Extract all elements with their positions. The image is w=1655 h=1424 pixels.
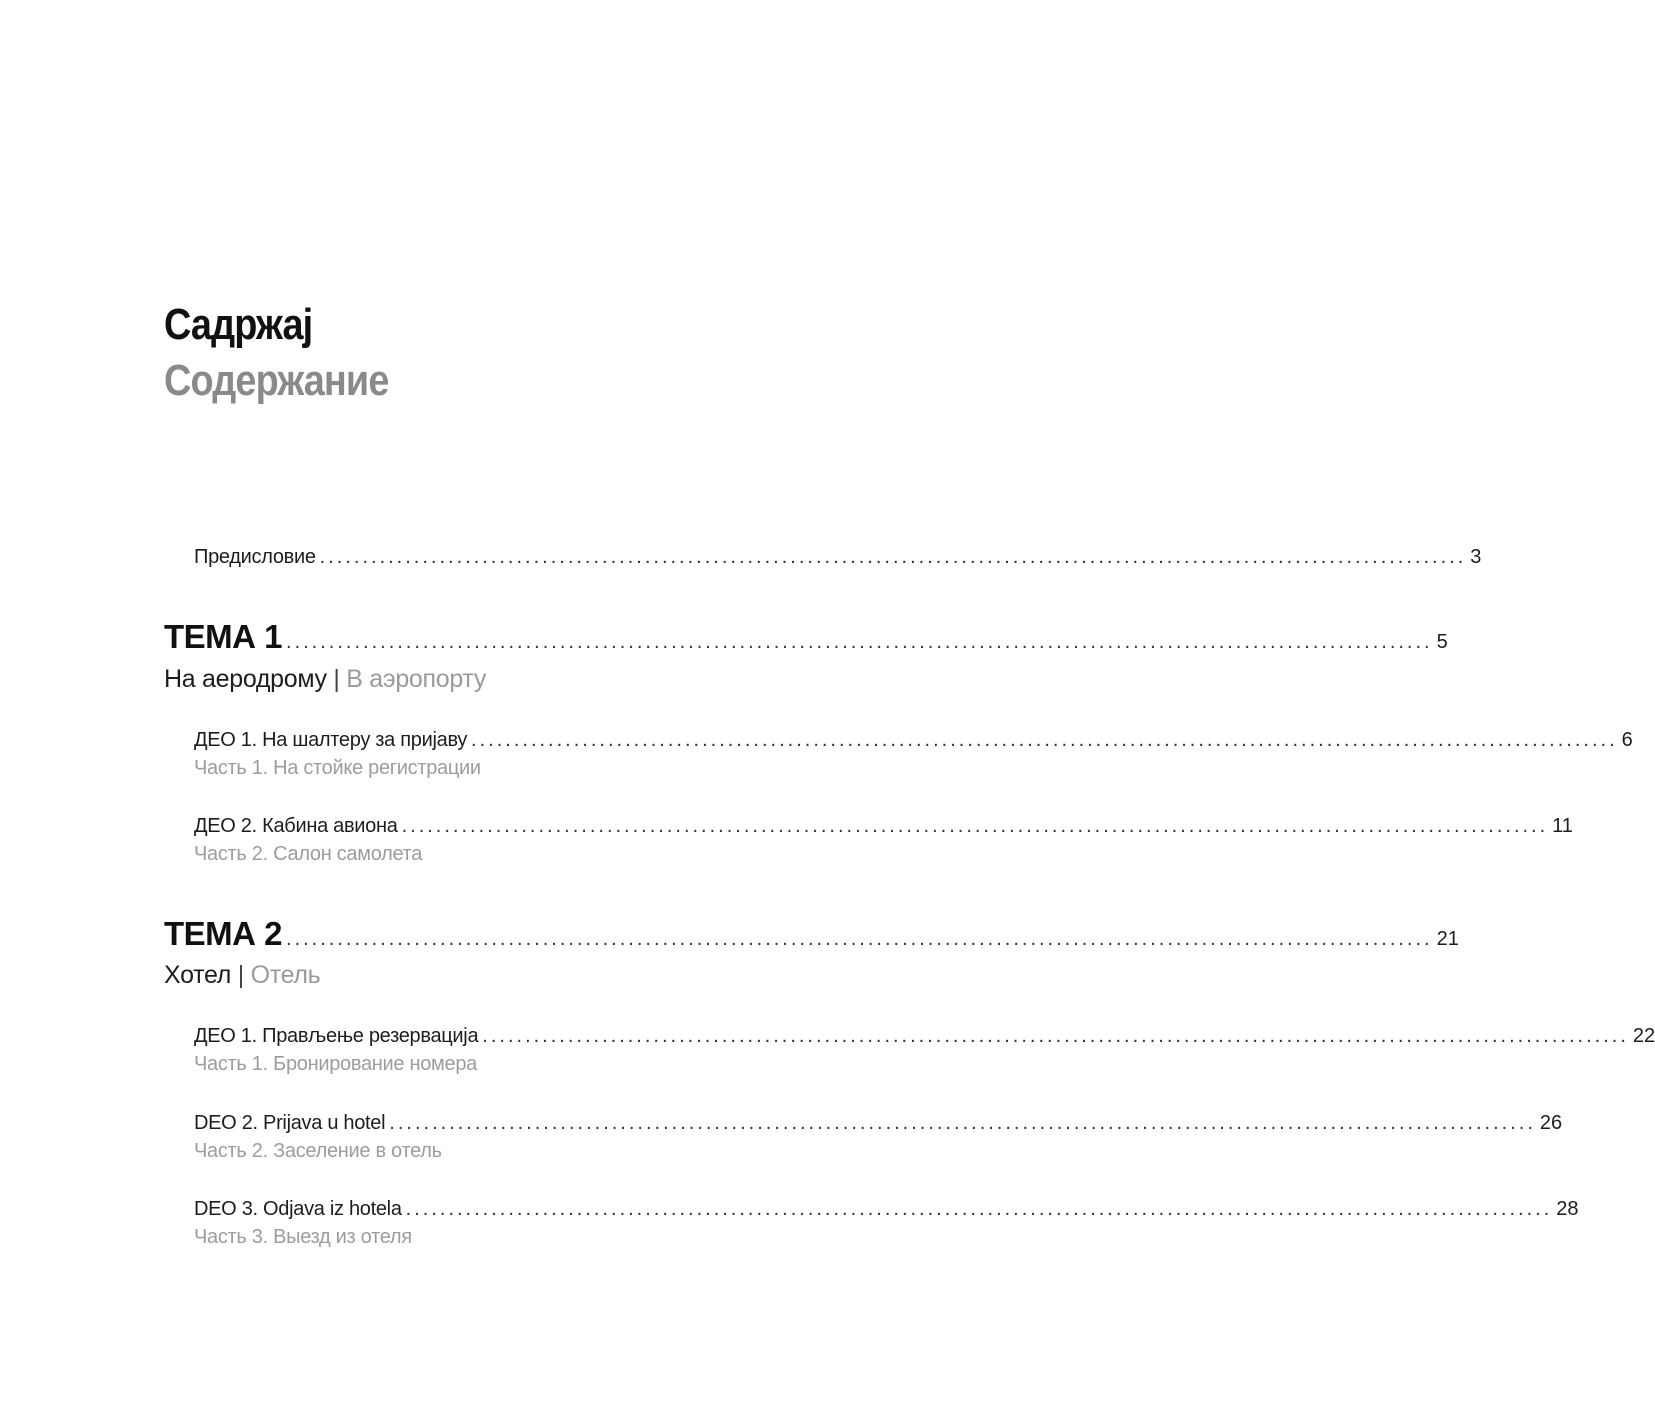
- page-number: 5: [1436, 631, 1448, 653]
- toc-entry-label: DEO 3. Odjava iz hotela: [194, 1198, 402, 1220]
- topic-label: ТЕМА 2: [164, 915, 283, 952]
- toc-entry-label: DEO 2. Prijava u hotel: [194, 1112, 386, 1134]
- page-number: 21: [1436, 928, 1459, 950]
- toc-entry-t1-part2[interactable]: [194, 815, 1573, 838]
- toc-entry-label: ДЕО 1. На шалтеру за пријаву: [194, 729, 468, 751]
- dot-leader: ......................................................................................................................................: [401, 815, 1549, 837]
- dot-leader: ......................................................................................................................................: [482, 1025, 1629, 1047]
- toc-entry-translation: Часть 1. Бронирование номера: [194, 1053, 477, 1075]
- toc-entry-translation: Часть 3. Выезд из отеля: [194, 1226, 412, 1248]
- page-subtitle: Содержание: [164, 356, 389, 405]
- dot-leader: ......................................................................................................................................: [389, 1112, 1536, 1134]
- toc-entry-t1-part1[interactable]: [194, 729, 1633, 752]
- topic-1-subtitle: [164, 665, 486, 694]
- dot-leader: ......................................................................................................................................: [286, 928, 1433, 950]
- toc-entry-t2-part1[interactable]: [194, 1025, 1655, 1048]
- toc-entry-t2-part3[interactable]: [194, 1198, 1579, 1221]
- toc-entry-translation: Часть 2. Салон самолета: [194, 843, 423, 865]
- page-number: 26: [1539, 1112, 1563, 1134]
- toc-entry-preface[interactable]: [194, 546, 1482, 569]
- separator: |: [333, 665, 340, 693]
- page-number: 11: [1552, 815, 1573, 837]
- separator: |: [237, 961, 244, 989]
- toc-entry-translation: Часть 1. На стойке регистрации: [194, 757, 481, 779]
- toc-entry-t2-part2[interactable]: [194, 1112, 1563, 1135]
- toc-topic-2[interactable]: [164, 915, 1459, 953]
- dot-leader: ......................................................................................................................................: [319, 546, 1467, 568]
- dot-leader: ......................................................................................................................................: [405, 1198, 1553, 1220]
- toc-topic-1[interactable]: [164, 618, 1448, 656]
- topic-subtitle-ru: Отель: [250, 961, 321, 989]
- page-title: Садржај: [164, 300, 313, 349]
- page-number: 28: [1556, 1198, 1579, 1220]
- topic-2-subtitle: [164, 961, 320, 990]
- dot-leader: ......................................................................................................................................: [471, 729, 1618, 751]
- dot-leader: ......................................................................................................................................: [286, 631, 1433, 653]
- toc-entry-translation: Часть 2. Заселение в отель: [194, 1140, 442, 1162]
- topic-subtitle-sr: На аеродрому: [164, 665, 327, 693]
- toc-entry-label: ДЕО 2. Кабина авиона: [194, 815, 398, 837]
- page-number: 3: [1470, 546, 1482, 568]
- toc-entry-label: ДЕО 1. Прављење резервација: [194, 1025, 479, 1047]
- page-number: 22: [1632, 1025, 1655, 1047]
- page-number: 6: [1621, 729, 1633, 751]
- topic-label: ТЕМА 1: [164, 618, 283, 655]
- toc-entry-label: Предисловие: [194, 546, 316, 568]
- topic-subtitle-ru: В аэропорту: [346, 665, 487, 693]
- topic-subtitle-sr: Хотел: [164, 961, 232, 989]
